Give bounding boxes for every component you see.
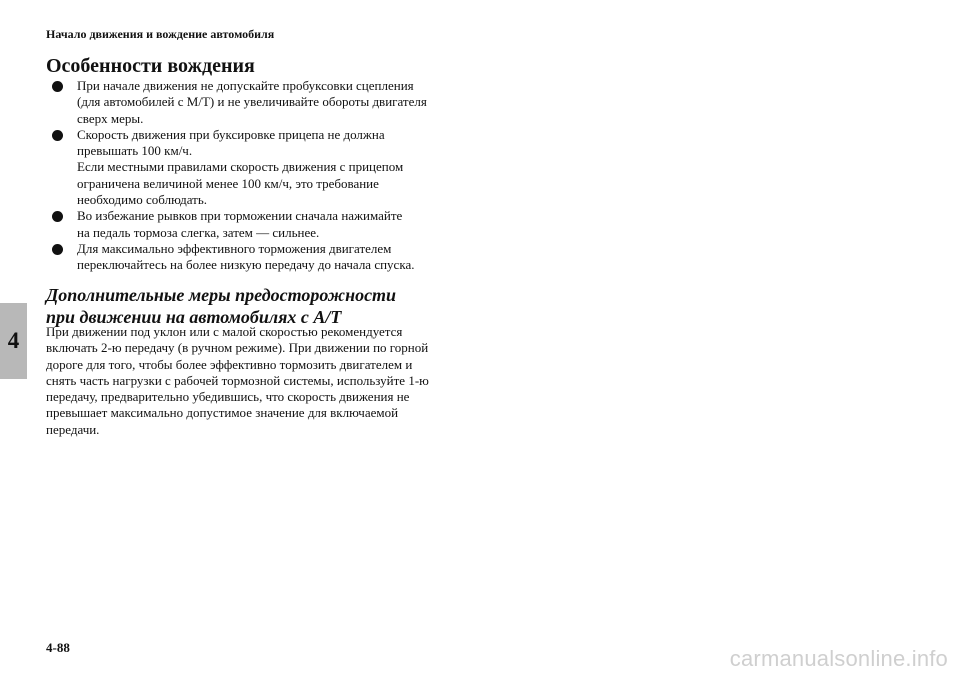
text-line: При начале движения не допускайте пробуксовки сцепления — [77, 78, 414, 93]
text-line: дороге для того, чтобы более эффективно тормозить двигателем и — [46, 356, 413, 372]
section-title: Особенности вождения — [46, 55, 255, 77]
text-line: передачу, предварительно убедившись, что скорость движения не — [46, 389, 410, 405]
bullet-dot-icon — [52, 130, 63, 141]
bullet-item — [52, 208, 472, 241]
subsection-title-line: при движении на автомобилях с А/Т — [46, 307, 342, 327]
text-line: Если местными правилами скорость движения с прицепом — [77, 159, 404, 175]
bullet-item — [52, 241, 472, 274]
text-line: необходимо соблюдать. — [77, 192, 208, 208]
text-line: При движении под уклон или с малой скоростью рекомендуется — [46, 324, 403, 339]
text-line: сверх меры. — [77, 110, 144, 126]
bullet-text — [77, 78, 427, 127]
chapter-number: 4 — [7, 328, 20, 353]
text-line: (для автомобилей с М/Т) и не увеличивайте обороты двигателя — [77, 94, 427, 110]
text-line: превышает максимально допустимое значение для включаемой — [46, 405, 399, 421]
text-line: Во избежание рывков при торможении сначала нажимайте — [77, 208, 403, 224]
bullet-dot-icon — [52, 211, 63, 222]
text-line: снять часть нагрузки с рабочей тормозной системы, используйте 1-ю — [46, 372, 429, 388]
text-line: включать 2-ю передачу (в ручном режиме). При движении по горной — [46, 340, 429, 356]
bullet-text — [77, 241, 414, 274]
text-line: переключайтесь на более низкую передачу до начала спуска. — [77, 257, 415, 273]
subsection-title-line: Дополнительные меры предосторожности — [46, 285, 397, 305]
text-line: на педаль тормоза слегка, затем — сильнее. — [77, 224, 320, 240]
text-line: Для максимально эффективного торможения двигателем — [77, 240, 392, 256]
bullet-item — [52, 127, 472, 208]
running-head: Начало движения и вождение автомобиля — [46, 27, 275, 41]
bullet-item — [52, 78, 472, 127]
bullet-list — [52, 78, 472, 274]
bullet-text — [77, 208, 402, 241]
text-line: ограничена величиной менее 100 км/ч, это требование — [77, 175, 379, 191]
chapter-tab — [0, 303, 27, 379]
bullet-dot-icon — [52, 81, 63, 92]
text-line: превышать 100 км/ч. — [77, 143, 193, 159]
bullet-text — [77, 127, 403, 208]
page-number: 4-88 — [46, 640, 70, 655]
text-line: передачи. — [46, 421, 100, 437]
bullet-dot-icon — [52, 244, 63, 255]
text-line: Скорость движения при буксировке прицепа не должна — [77, 126, 385, 142]
watermark: carmanualsonline.info — [729, 646, 948, 671]
subsection-title — [46, 284, 396, 328]
subsection-paragraph — [46, 324, 429, 438]
